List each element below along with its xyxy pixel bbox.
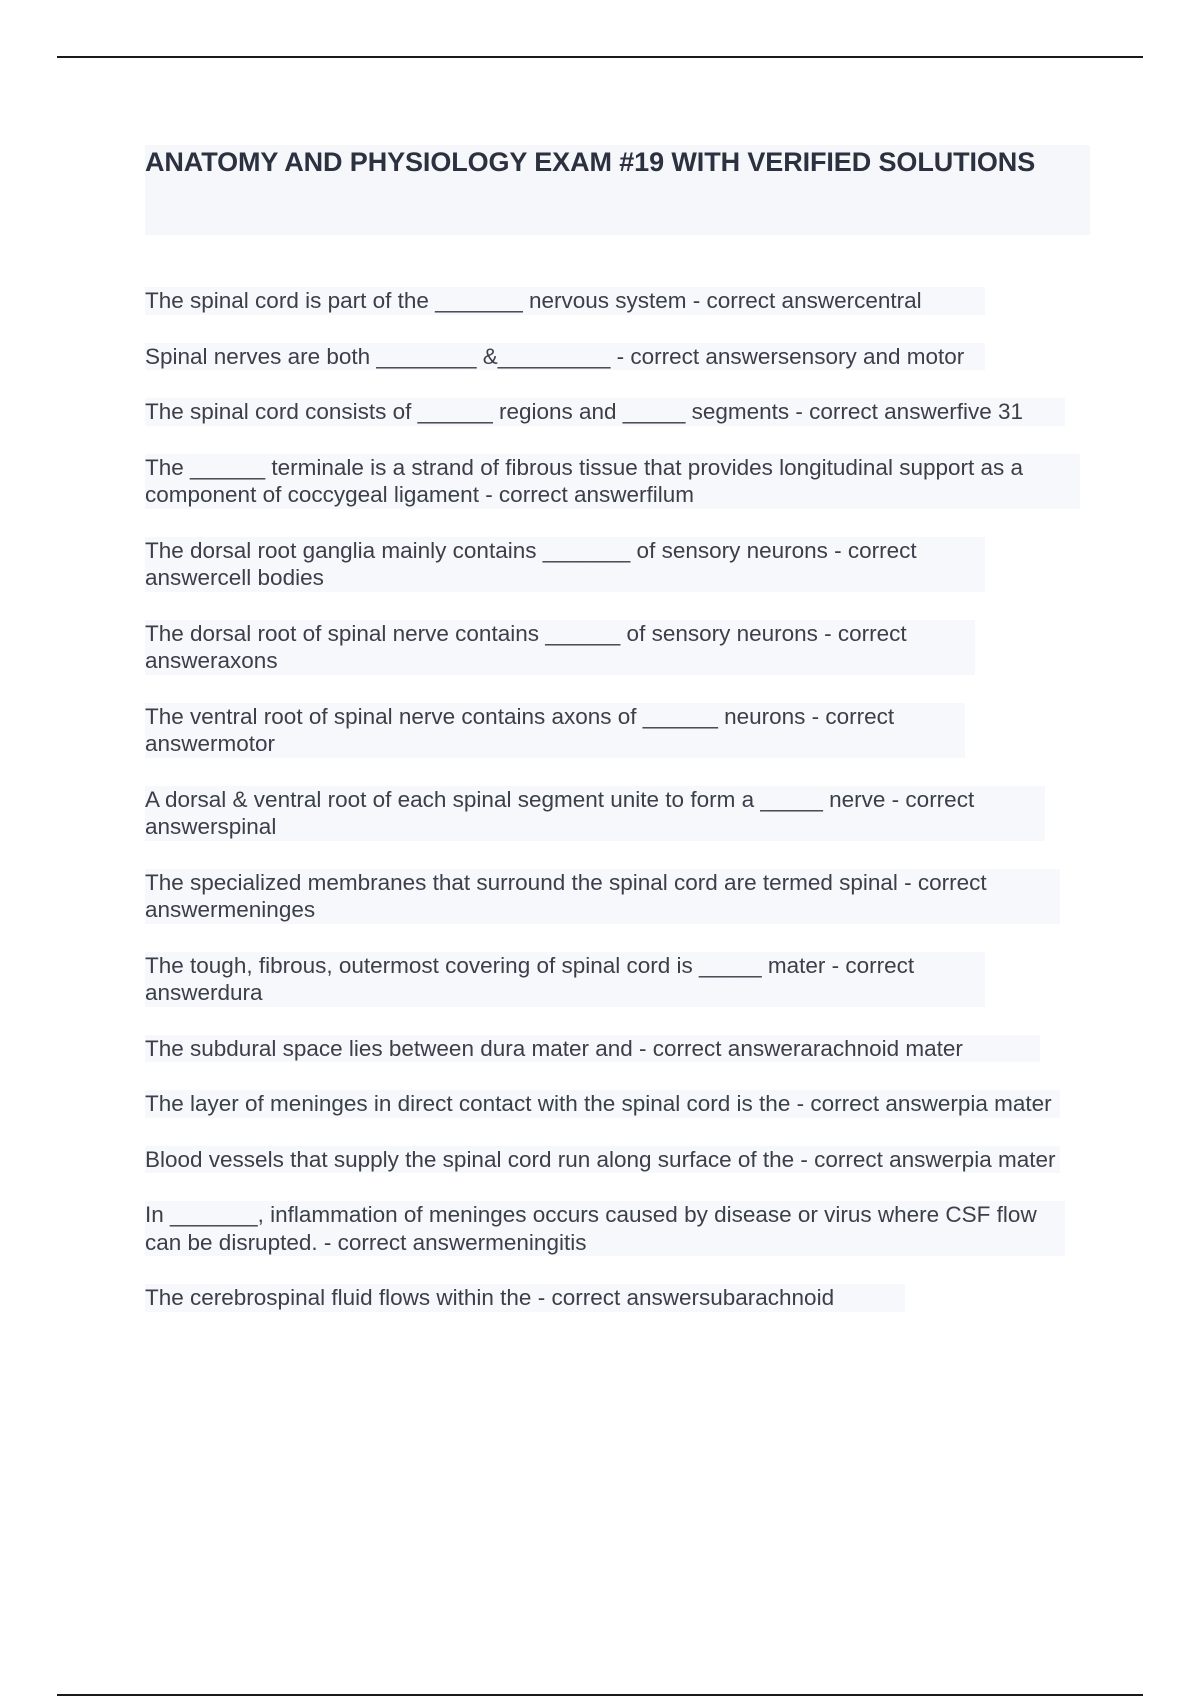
qa-item: Spinal nerves are both ________ &_________ - correct answersensory and motor [145,343,985,371]
qa-item: The specialized membranes that surround the spinal cord are termed spinal - correct answermeninges [145,869,1060,924]
qa-item: The layer of meninges in direct contact with the spinal cord is the - correct answerpia mater [145,1090,1060,1118]
qa-list [145,287,1090,1340]
qa-item: The ______ terminale is a strand of fibrous tissue that provides longitudinal support as a component of coccygeal ligament - correct answerfilum [145,454,1080,509]
qa-item: The ventral root of spinal nerve contains axons of ______ neurons - correct answermotor [145,703,965,758]
qa-item: The dorsal root ganglia mainly contains _______ of sensory neurons - correct answercell bodies [145,537,985,592]
top-rule [57,56,1143,58]
qa-item: The cerebrospinal fluid flows within the - correct answersubarachnoid [145,1284,905,1312]
qa-item: The spinal cord consists of ______ regions and _____ segments - correct answerfive 31 [145,398,1065,426]
qa-item: In _______, inflammation of meninges occurs caused by disease or virus where CSF flow can be disrupted. - correct answermeningitis [145,1201,1065,1256]
qa-item: The subdural space lies between dura mater and - correct answerarachnoid mater [145,1035,1040,1063]
qa-item: A dorsal & ventral root of each spinal segment unite to form a _____ nerve - correct answerspinal [145,786,1045,841]
bottom-rule [57,1694,1143,1696]
qa-item: The tough, fibrous, outermost covering of spinal cord is _____ mater - correct answerdura [145,952,985,1007]
title-block [145,145,1090,235]
qa-item: The dorsal root of spinal nerve contains ______ of sensory neurons - correct answeraxons [145,620,975,675]
qa-item: Blood vessels that supply the spinal cord run along surface of the - correct answerpia mater [145,1146,1060,1174]
qa-item: The spinal cord is part of the _______ nervous system - correct answercentral [145,287,985,315]
page-title: ANATOMY AND PHYSIOLOGY EXAM #19 WITH VERIFIED SOLUTIONS [145,147,1036,177]
